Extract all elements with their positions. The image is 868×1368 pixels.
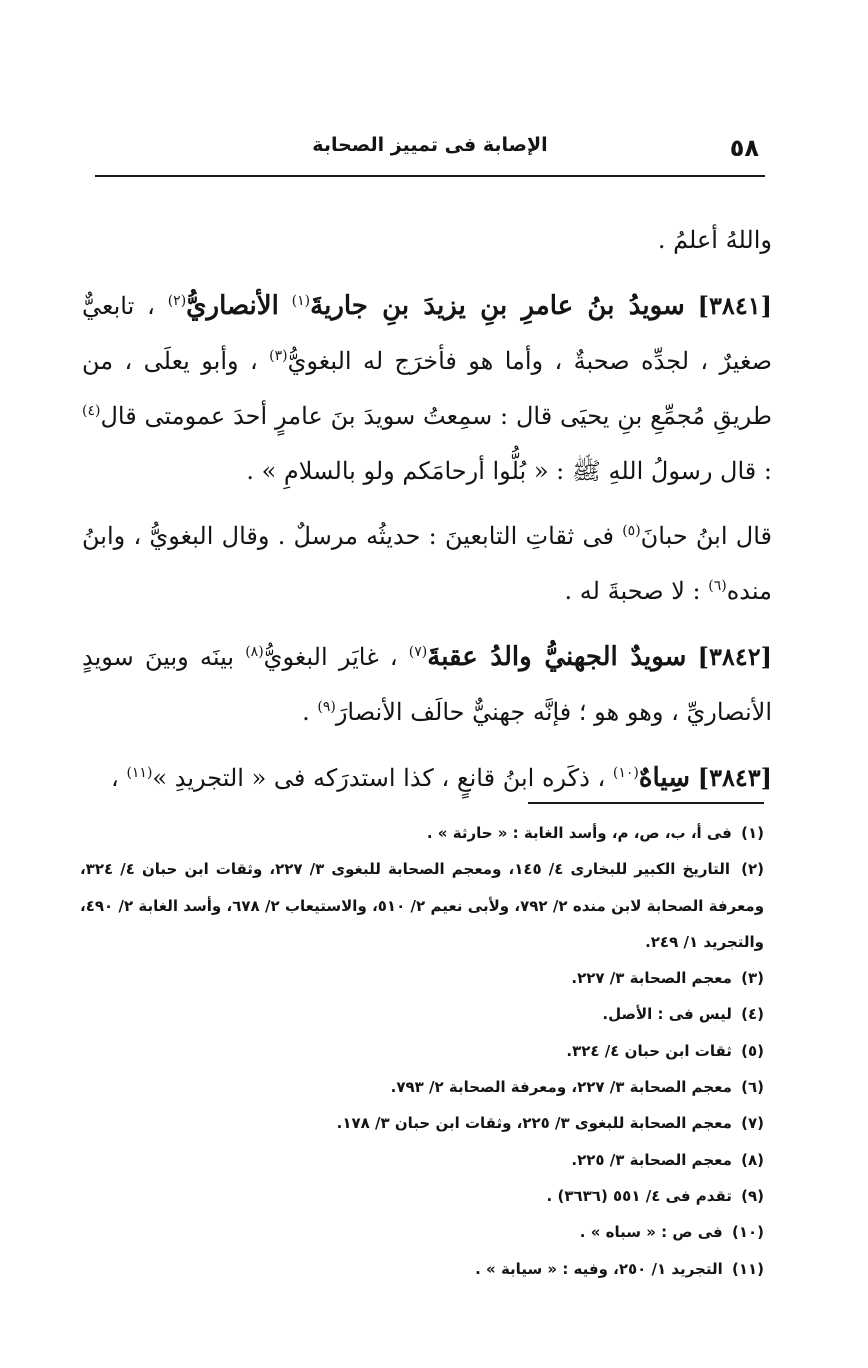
entry-3843	[82, 750, 772, 806]
footnote-mark: (٤)	[741, 1005, 764, 1024]
main-text	[82, 213, 772, 816]
paragraph-ibn-hibban	[82, 509, 772, 619]
footnote	[80, 996, 764, 1032]
entry-text: ، تابعيٌّ صغيرٌ ، لجدِّه صحبةٌ ، وأما هو فأخرَج له البغويُّ	[82, 292, 772, 375]
footnote-mark: (١)	[741, 824, 764, 842]
footnote-mark: (٣)	[741, 969, 764, 988]
footnote-ref: (٩)	[317, 699, 336, 715]
footnote	[80, 1069, 764, 1105]
paragraph-text: : لا صحبةَ له .	[564, 577, 701, 605]
entry-name: سويدُ بنُ عامرِ بنِ يزيدَ بنِ جاريةَ	[310, 291, 685, 321]
entry-3841	[82, 278, 772, 499]
footnote	[80, 1105, 764, 1141]
footnote-mark: (١٠)	[731, 1223, 764, 1242]
footnote	[80, 1033, 764, 1069]
footnote-ref: (٣)	[269, 348, 288, 364]
footnote	[80, 851, 764, 960]
footnote-text: معجم الصحابة للبغوى ٣/ ٢٢٥، وثقات ابن حبان ٣/ ١٧٨.	[336, 1114, 732, 1133]
footnote	[80, 815, 764, 851]
footnote	[80, 1142, 764, 1178]
footnote-text: تقدم فى ٤/ ٥٥١ (٣٦٣٦) .	[546, 1186, 732, 1205]
opening-line: واللهُ أعلمُ .	[657, 226, 772, 254]
footnote	[80, 1214, 764, 1250]
entry-text: .	[302, 698, 310, 726]
entry-text: : قال رسولُ اللهِ ﷺ : « بُلُّوا أرحامَكم ولو بالسلامِ » .	[246, 457, 772, 485]
footnote-ref: (٥)	[622, 523, 641, 539]
entry-name: سويدٌ الجهنيُّ والدُ عقبةَ	[427, 642, 687, 672]
footnote-text: معجم الصحابة ٣/ ٢٢٧.	[571, 969, 732, 988]
paragraph-text: قال ابنُ حبانَ	[640, 522, 772, 550]
footnote-text: معجم الصحابة ٣/ ٢٢٥.	[571, 1150, 732, 1169]
footnote-ref: (٢)	[167, 293, 187, 309]
footnote-ref: (٦)	[708, 578, 727, 594]
footnote-mark: (٨)	[741, 1150, 764, 1169]
entry-text: ، وأبو يعلَى ، من طريقِ مُجمِّعِ بنِ يحيَى قال : سمِعتُ سويدَ بنَ عامرٍ أحدَ عمومتى قال	[82, 347, 772, 430]
footnote	[80, 960, 764, 996]
entry-3842	[82, 629, 772, 740]
footnote-text: التجريد ١/ ٢٥٠، وفيه : « سيابة » .	[475, 1259, 723, 1278]
footnote-mark: (٥)	[741, 1041, 764, 1060]
entry-text: ، ذكَره ابنُ قانعٍ ، كذا استدرَكه فى « التجريدِ »	[152, 764, 606, 792]
footnote-text: فى ص : « سباه » .	[579, 1223, 723, 1242]
footnote-ref: (١)	[291, 293, 311, 309]
footnote-text: فى أ، ب، ص، م، وأسد الغابة : « حارثة » .	[426, 824, 732, 842]
running-title: الإصابة فى تمييز الصحابة	[312, 134, 548, 156]
footnote-ref: (٧)	[408, 644, 428, 660]
entry-nisba: الأنصاريُّ	[186, 291, 279, 321]
footnote-text: التاريخ الكبير للبخارى ٤/ ١٤٥، ومعجم الصحابة للبغوى ٣/ ٢٢٧، وثقات ابن حبان ٤/ ٣٢٤، ومعرفة الصحابة لابن منده ٢/ ٧٩٢، ولأبى نعيم ٢/ ٥١٠، والاستيعاب ٢/ ٦٧٨، وأسد الغابة ٢/ ٤٩٠، والتجريد ١/ ٢٤٩.	[80, 860, 765, 951]
footnote-ref: (١١)	[126, 765, 153, 781]
footnote-mark: (٢)	[741, 860, 765, 879]
entry-name: سِياهٌ	[638, 763, 691, 793]
entry-text: ، غايَر البغويُّ	[263, 643, 398, 671]
page-number: ٥٨	[729, 134, 759, 162]
footnote-mark: (٧)	[741, 1114, 764, 1133]
footnote-mark: (٦)	[741, 1078, 764, 1097]
footnote-ref: (٨)	[245, 644, 264, 660]
footnote	[80, 1251, 764, 1287]
footnote-text: ليس فى : الأصل.	[602, 1005, 732, 1024]
footnote-mark: (٩)	[741, 1186, 764, 1205]
footnote-text: ثقات ابن حبان ٤/ ٣٢٤.	[566, 1041, 732, 1060]
footnotes	[80, 815, 764, 1287]
footnote-mark: (١١)	[731, 1259, 764, 1278]
entry-number: [٣٨٤٢]	[697, 642, 772, 671]
footnote-rule	[528, 802, 764, 804]
footnote-ref: (٤)	[82, 403, 101, 419]
footnote-text: معجم الصحابة ٣/ ٢٢٧، ومعرفة الصحابة ٢/ ٧٩٣.	[390, 1078, 732, 1097]
entry-text: ،	[111, 764, 119, 792]
entry-text: بينَه وبينَ سويدٍ الأنصاريِّ ، وهو هو ؛ فإنَّه جهنيٌّ حالَف الأنصارَ	[82, 643, 772, 726]
entry-number: [٣٨٤٣]	[697, 763, 772, 792]
footnote	[80, 1178, 764, 1214]
entry-number: [٣٨٤١]	[697, 291, 772, 320]
paragraph-text: فى ثقاتِ التابعينَ : حديثُه مرسلٌ . وقال البغويُّ ، وابنُ منده	[82, 522, 772, 605]
running-head	[95, 128, 765, 172]
header-rule	[95, 175, 765, 177]
footnote-ref: (١٠)	[612, 765, 639, 781]
